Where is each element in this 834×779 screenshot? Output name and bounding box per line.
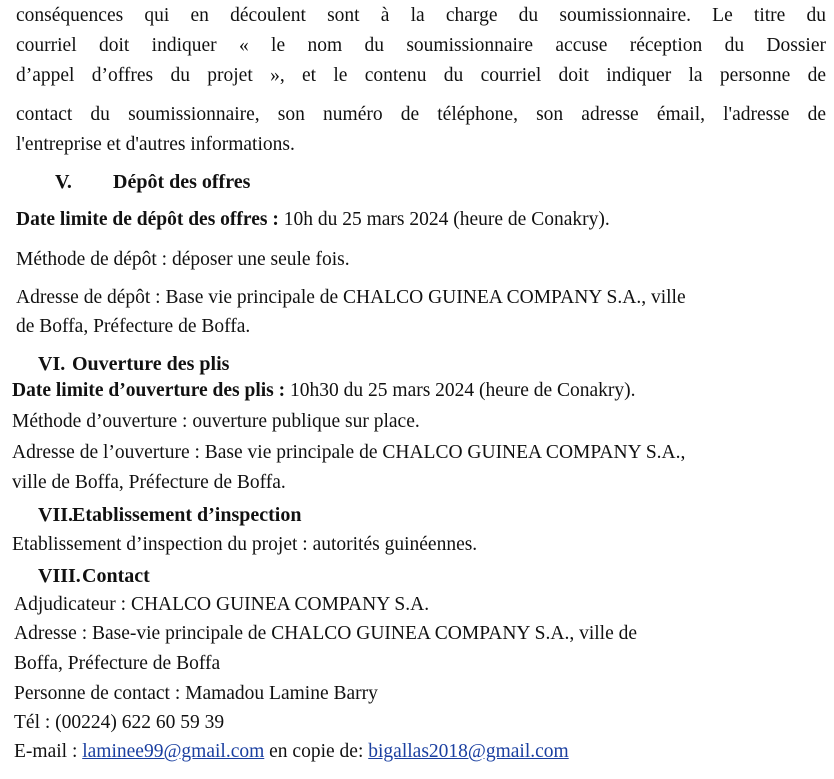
email-primary-link[interactable]: laminee99@gmail.com — [82, 741, 265, 762]
intro-line-2: courriel doit indiquer « le nom du soumissionnaire accuse réception du Dossier — [16, 35, 826, 56]
deadline-value: 10h du 25 mars 2024 (heure de Conakry). — [278, 209, 610, 230]
intro-line-3: d’appel d’offres du projet », et le contenu du courriel doit indiquer la personne de — [16, 65, 826, 86]
deposit-method: Méthode de dépôt : déposer une seule fois. — [16, 249, 350, 270]
email-cc-link[interactable]: bigallas2018@gmail.com — [368, 741, 569, 762]
section-title: Dépôt des offres — [113, 171, 251, 193]
opening-deadline — [12, 379, 636, 403]
deposit-address-line-2: de Boffa, Préfecture de Boffa. — [16, 316, 251, 337]
adjudicator: Adjudicateur : CHALCO GUINEA COMPANY S.A. — [14, 594, 430, 615]
deadline-label: Date limite de dépôt des offres : — [16, 209, 279, 230]
section-title: Etablissement d’inspection — [72, 504, 302, 526]
section-7-heading — [38, 503, 301, 527]
inspection-text: Etablissement d’inspection du projet : autorités guinéennes. — [12, 534, 478, 555]
cc-label: en copie de: — [264, 741, 369, 762]
email-label: E-mail : — [14, 741, 83, 762]
deadline-value: 10h30 du 25 mars 2024 (heure de Conakry). — [285, 380, 636, 401]
section-title: Contact — [82, 565, 150, 587]
section-title: Ouverture des plis — [72, 353, 230, 375]
section-number: VI. — [38, 353, 66, 375]
contact-phone: Tél : (00224) 622 60 59 39 — [14, 712, 225, 733]
deposit-address-line-1: Adresse de dépôt : Base vie principale de CHALCO GUINEA COMPANY S.A., ville — [16, 287, 686, 308]
contact-person: Personne de contact : Mamadou Lamine Barry — [14, 683, 378, 704]
opening-address-line-2: ville de Boffa, Préfecture de Boffa. — [12, 472, 286, 493]
opening-address-line-1: Adresse de l’ouverture : Base vie principale de CHALCO GUINEA COMPANY S.A., — [12, 442, 686, 463]
section-number: VIII. — [38, 565, 81, 587]
contact-address-line-2: Boffa, Préfecture de Boffa — [14, 653, 221, 674]
section-6-heading — [38, 352, 229, 376]
deadline-label: Date limite d’ouverture des plis : — [12, 380, 286, 401]
contact-address-line-1: Adresse : Base-vie principale de CHALCO GUINEA COMPANY S.A., ville de — [14, 623, 638, 644]
contact-email — [14, 740, 569, 764]
intro-line-5: l'entreprise et d'autres informations. — [16, 134, 295, 155]
section-number: V. — [55, 171, 72, 193]
section-8-heading — [38, 564, 150, 588]
intro-line-4: contact du soumissionnaire, son numéro de téléphone, son adresse émail, l'adresse de — [16, 104, 826, 125]
section-5-heading — [55, 170, 250, 194]
intro-line-1: conséquences qui en découlent sont à la charge du soumissionnaire. Le titre du — [16, 5, 826, 26]
deposit-deadline — [16, 208, 610, 232]
section-number: VII. — [38, 504, 74, 526]
opening-method: Méthode d’ouverture : ouverture publique sur place. — [12, 411, 420, 432]
